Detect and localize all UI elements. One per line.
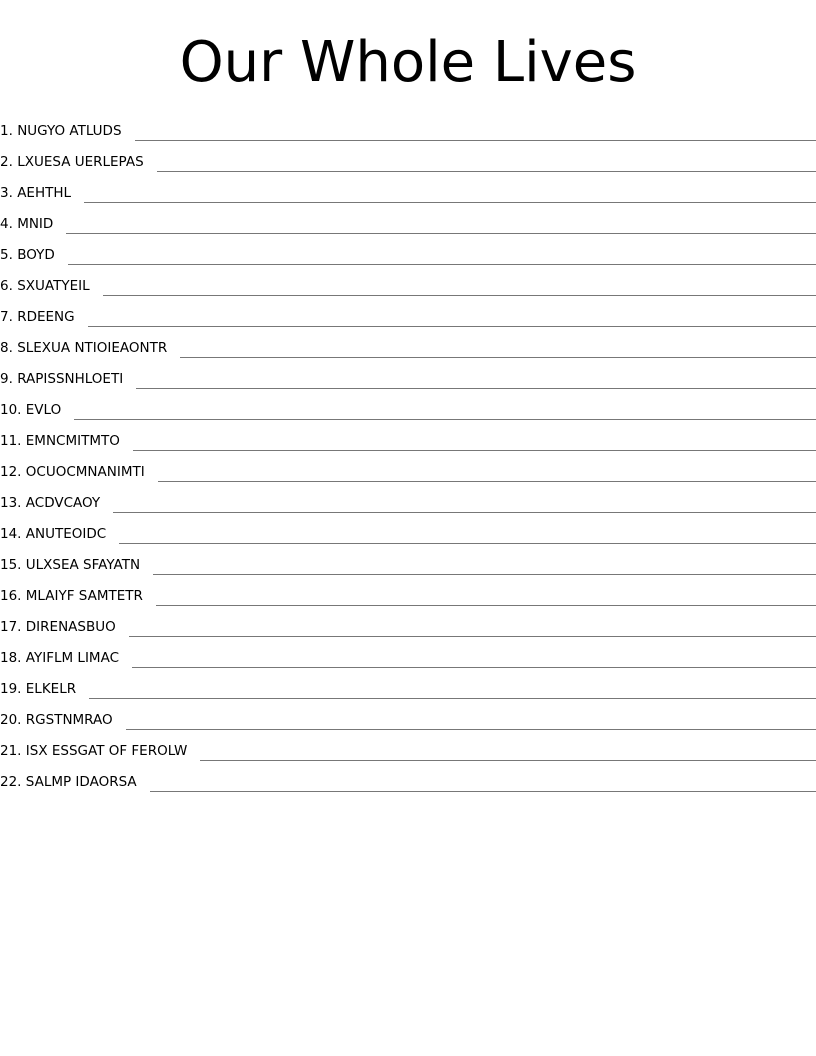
scrambled-word: ANUTEOIDC (25, 526, 107, 542)
scrambled-word-label (0, 277, 103, 295)
item-number: 16. (0, 588, 22, 604)
list-item (0, 112, 816, 143)
list-item (0, 422, 816, 453)
item-number: 21. (0, 743, 22, 759)
list-item (0, 329, 816, 360)
scrambled-word-label (0, 184, 84, 202)
scrambled-word: SXUATYEIL (17, 278, 90, 294)
answer-blank-line[interactable] (66, 233, 816, 234)
item-number: 5. (0, 247, 13, 263)
list-item (0, 732, 816, 763)
list-item (0, 267, 816, 298)
scrambled-word-label (0, 773, 150, 791)
list-item (0, 515, 816, 546)
scrambled-word: AYIFLM LIMAC (25, 650, 119, 666)
scrambled-word: ACDVCAOY (25, 495, 101, 511)
scrambled-word-label (0, 432, 133, 450)
scrambled-word-label (0, 525, 119, 543)
answer-blank-line[interactable] (119, 543, 816, 544)
list-item (0, 236, 816, 267)
scrambled-word-label (0, 246, 68, 264)
list-item (0, 391, 816, 422)
scrambled-word: OCUOCMNANIMTI (25, 464, 145, 480)
item-number: 12. (0, 464, 22, 480)
word-scramble-list (0, 112, 816, 794)
scrambled-word-label (0, 680, 89, 698)
list-item (0, 453, 816, 484)
list-item (0, 205, 816, 236)
item-number: 15. (0, 557, 22, 573)
item-number: 4. (0, 216, 13, 232)
item-number: 6. (0, 278, 13, 294)
item-number: 18. (0, 650, 22, 666)
answer-blank-line[interactable] (200, 760, 816, 761)
list-item (0, 298, 816, 329)
page-title: Our Whole Lives (179, 30, 637, 95)
item-number: 2. (0, 154, 13, 170)
list-item (0, 360, 816, 391)
answer-blank-line[interactable] (89, 698, 816, 699)
scrambled-word: DIRENASBUO (25, 619, 116, 635)
scrambled-word: ULXSEA SFAYATN (25, 557, 141, 573)
scrambled-word: RDEENG (17, 309, 75, 325)
scrambled-word-label (0, 587, 156, 605)
scrambled-word-label (0, 463, 158, 481)
scrambled-word: EVLO (25, 402, 62, 418)
scrambled-word-label (0, 308, 88, 326)
scrambled-word: NUGYO ATLUDS (17, 123, 122, 139)
item-number: 3. (0, 185, 13, 201)
list-item (0, 577, 816, 608)
scrambled-word: ELKELR (25, 681, 77, 697)
answer-blank-line[interactable] (157, 171, 816, 172)
answer-blank-line[interactable] (150, 791, 816, 792)
answer-blank-line[interactable] (103, 295, 816, 296)
answer-blank-line[interactable] (153, 574, 816, 575)
scrambled-word: RAPISSNHLOETI (17, 371, 124, 387)
answer-blank-line[interactable] (113, 512, 816, 513)
item-number: 7. (0, 309, 13, 325)
list-item (0, 763, 816, 794)
answer-blank-line[interactable] (84, 202, 816, 203)
scrambled-word: MLAIYF SAMTETR (25, 588, 143, 604)
list-item (0, 701, 816, 732)
scrambled-word: BOYD (17, 247, 55, 263)
scrambled-word-label (0, 215, 66, 233)
answer-blank-line[interactable] (126, 729, 816, 730)
scrambled-word-label (0, 618, 129, 636)
scrambled-word: EMNCMITMTO (25, 433, 120, 449)
list-item (0, 174, 816, 205)
list-item (0, 484, 816, 515)
answer-blank-line[interactable] (136, 388, 816, 389)
scrambled-word-label (0, 742, 200, 760)
scrambled-word-label (0, 153, 157, 171)
item-number: 19. (0, 681, 22, 697)
item-number: 14. (0, 526, 22, 542)
scrambled-word: MNID (17, 216, 54, 232)
answer-blank-line[interactable] (135, 140, 816, 141)
list-item (0, 608, 816, 639)
answer-blank-line[interactable] (180, 357, 816, 358)
item-number: 1. (0, 123, 13, 139)
answer-blank-line[interactable] (156, 605, 816, 606)
scrambled-word-label (0, 122, 135, 140)
scrambled-word: AEHTHL (17, 185, 72, 201)
item-number: 8. (0, 340, 13, 356)
answer-blank-line[interactable] (88, 326, 816, 327)
item-number: 17. (0, 619, 22, 635)
scrambled-word-label (0, 649, 132, 667)
answer-blank-line[interactable] (68, 264, 816, 265)
scrambled-word-label (0, 339, 180, 357)
answer-blank-line[interactable] (132, 667, 816, 668)
scrambled-word-label (0, 370, 136, 388)
item-number: 11. (0, 433, 22, 449)
answer-blank-line[interactable] (158, 481, 816, 482)
scrambled-word: SALMP IDAORSA (25, 774, 137, 790)
list-item (0, 670, 816, 701)
list-item (0, 546, 816, 577)
scrambled-word-label (0, 494, 113, 512)
scrambled-word: ISX ESSGAT OF FEROLW (25, 743, 188, 759)
item-number: 10. (0, 402, 22, 418)
scrambled-word-label (0, 401, 74, 419)
item-number: 9. (0, 371, 13, 387)
item-number: 13. (0, 495, 22, 511)
item-number: 22. (0, 774, 22, 790)
scrambled-word: RGSTNMRAO (25, 712, 113, 728)
answer-blank-line[interactable] (129, 636, 816, 637)
scrambled-word-label (0, 556, 153, 574)
item-number: 20. (0, 712, 22, 728)
answer-blank-line[interactable] (74, 419, 816, 420)
answer-blank-line[interactable] (133, 450, 816, 451)
scrambled-word: SLEXUA NTIOIEAONTR (17, 340, 168, 356)
list-item (0, 143, 816, 174)
list-item (0, 639, 816, 670)
scrambled-word: LXUESA UERLEPAS (17, 154, 144, 170)
scrambled-word-label (0, 711, 126, 729)
